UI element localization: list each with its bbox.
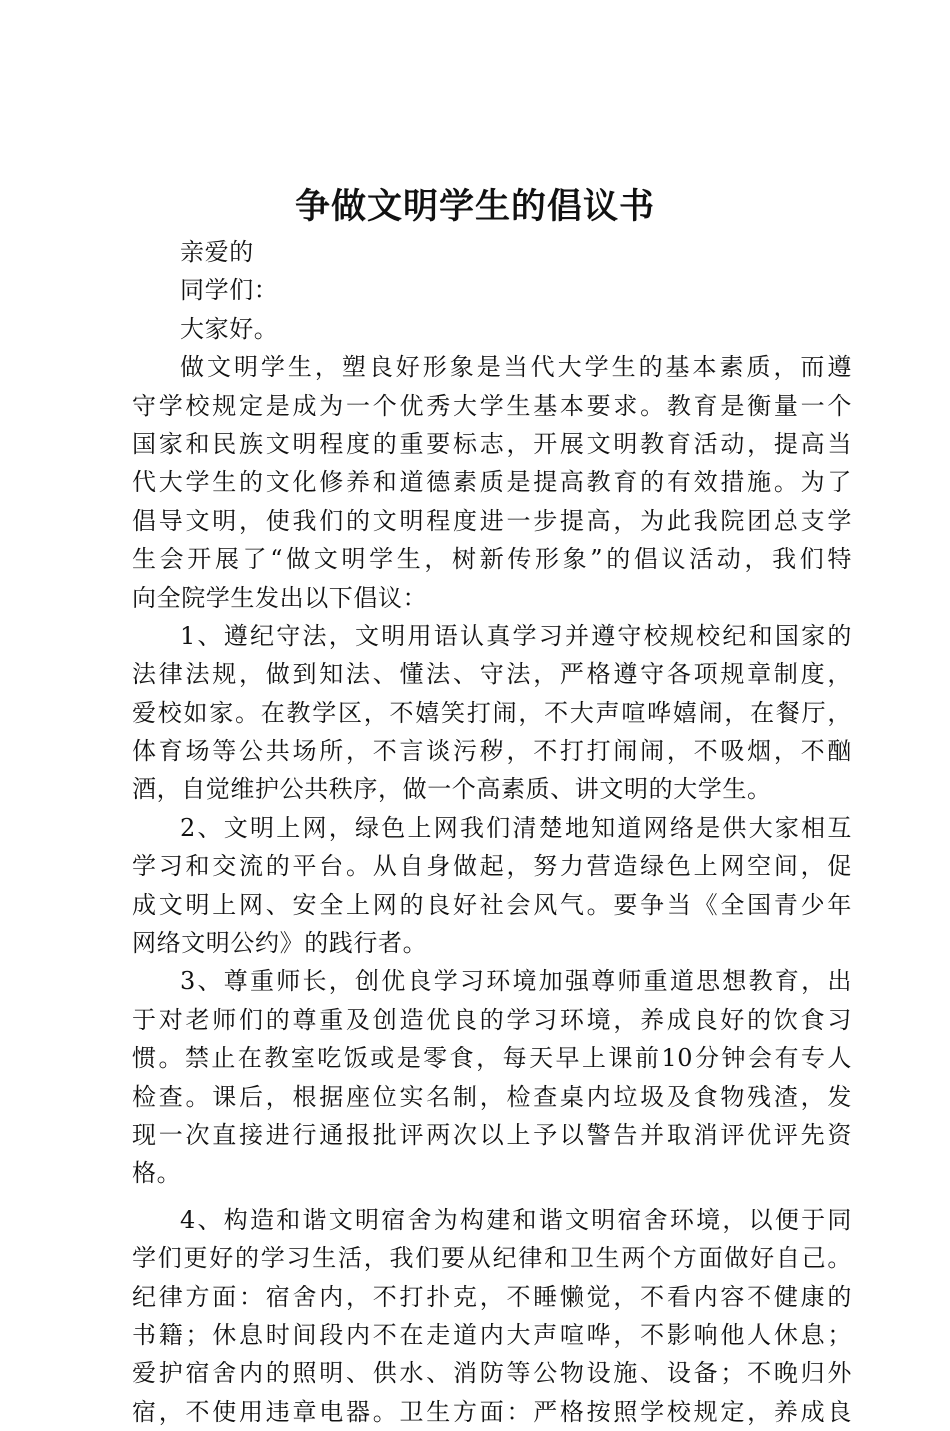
text-line: 学习和交流的平台。从自身做起，努力营造绿色上网空间，促 [132, 852, 852, 881]
text-line: 向全院学生发出以下倡议： [132, 583, 428, 612]
text-line: 成文明上网、安全上网的良好社会风气。要争当《全国青少年 [132, 890, 852, 919]
text-line: 生会开展了“做文明学生，树新传形象”的倡议活动，我们特 [132, 545, 852, 574]
text-line: 倡导文明，使我们的文明程度进一步提高，为此我院团总支学 [132, 506, 852, 535]
text-line: 4、构造和谐文明宿舍为构建和谐文明宿舍环境，以便于同 [180, 1205, 852, 1234]
text-line: 国家和民族文明程度的重要标志，开展文明教育活动，提高当 [132, 429, 852, 458]
text-line: 惯。禁止在教室吃饭或是零食，每天早上课前10分钟会有专人 [132, 1044, 852, 1073]
text-line: 爱校如家。在教学区，不嬉笑打闹，不大声喧哗嬉闹，在餐厅， [132, 698, 852, 727]
text-line: 纪律方面：宿舍内，不打扑克，不睡懒觉，不看内容不健康的 [132, 1282, 852, 1311]
text-line: 现一次直接进行通报批评两次以上予以警告并取消评优评先资 [132, 1120, 852, 1149]
text-line: 网络文明公约》的践行者。 [132, 929, 428, 958]
text-line: 1、遵纪守法，文明用语认真学习并遵守校规校纪和国家的 [180, 621, 852, 650]
text-line: 3、尊重师长，创优良学习环境加强尊师重道思想教育，出 [180, 967, 852, 996]
text-line: 宿，不使用违章电器。卫生方面：严格按照学校规定，养成良 [132, 1397, 852, 1426]
document-body [132, 233, 852, 1431]
text-line: 2、文明上网，绿色上网我们清楚地知道网络是供大家相互 [180, 813, 852, 842]
text-line: 检查。课后，根据座位实名制，检查桌内垃圾及食物残渣，发 [132, 1082, 852, 1111]
salutation-line: 亲爱的 [180, 238, 254, 266]
text-line: 法律法规，做到知法、懂法、守法，严格遵守各项规章制度， [132, 660, 852, 689]
text-line: 体育场等公共场所，不言谈污秽，不打打闹闹，不吸烟，不酗 [132, 737, 852, 766]
text-line: 代大学生的文化修养和道德素质是提高教育的有效措施。为了 [132, 468, 852, 497]
text-line: 格。 [132, 1159, 182, 1188]
text-line: 做文明学生，塑良好形象是当代大学生的基本素质，而遵 [180, 353, 852, 382]
text-line: 于对老师们的尊重及创造优良的学习环境，养成良好的饮食习 [132, 1005, 852, 1034]
text-line: 酒，自觉维护公共秩序，做一个高素质、讲文明的大学生。 [132, 775, 772, 804]
text-line: 书籍；休息时间段内不在走道内大声喧哗，不影响他人休息； [132, 1320, 852, 1349]
text-line: 学们更好的学习生活，我们要从纪律和卫生两个方面做好自己。 [132, 1244, 852, 1273]
salutation-line: 同学们： [180, 276, 279, 305]
document-title: 争做文明学生的倡议书 [294, 186, 655, 227]
text-line: 守学校规定是成为一个优秀大学生基本要求。教育是衡量一个 [132, 391, 852, 420]
text-line: 爱护宿舍内的照明、供水、消防等公物设施、设备；不晚归外 [132, 1359, 852, 1388]
paragraph-gap [132, 1193, 852, 1201]
greeting-line: 大家好。 [180, 314, 279, 343]
